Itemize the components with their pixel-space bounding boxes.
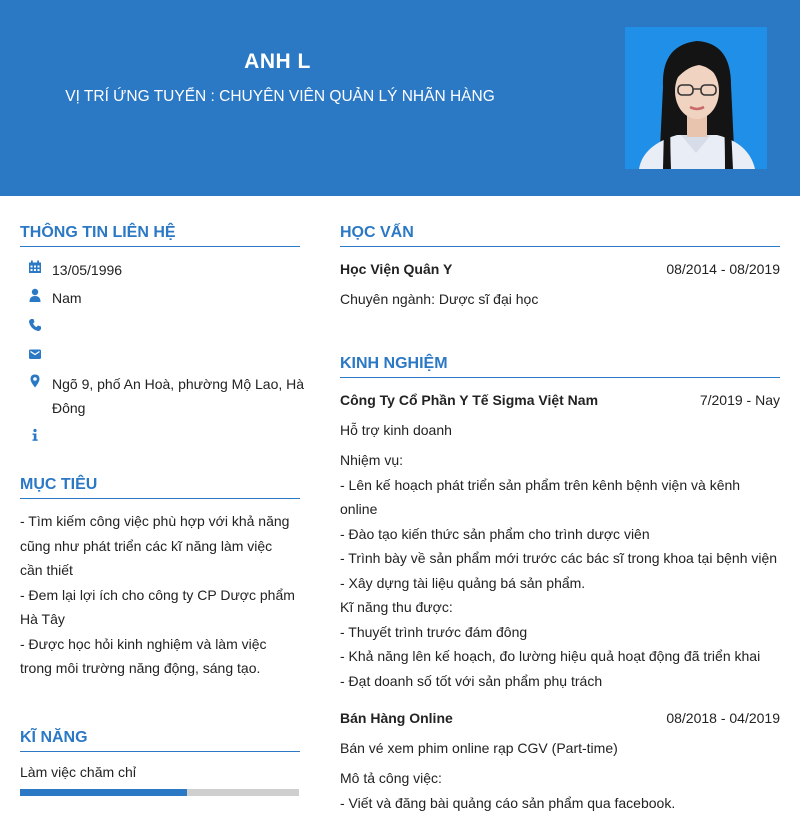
position-title: VỊ TRÍ ỨNG TUYỂN : CHUYÊN VIÊN QUẢN LÝ NHÃN HÀNG	[0, 88, 560, 106]
birthday-value: 13/05/1996	[52, 258, 122, 282]
objective-section-title: MỤC TIÊU	[20, 476, 300, 499]
job1-line: - Trình bày về sản phẩm mới trước các bác sĩ trong khoa tại bệnh viện	[340, 546, 780, 571]
objective-line: Hà Tây	[20, 607, 305, 632]
job1-line: - Thuyết trình trước đám đông	[340, 620, 780, 645]
email-row	[28, 345, 308, 361]
job2-company: Bán Hàng Online	[340, 706, 453, 731]
profile-photo	[625, 27, 767, 169]
phone-row	[28, 316, 308, 332]
birthday-row	[28, 258, 308, 282]
objective-line: - Tìm kiếm công việc phù hợp với khả năng	[20, 509, 305, 534]
job1-role: Hỗ trợ kinh doanh	[340, 418, 452, 443]
contact-section-title: THÔNG TIN LIÊN HỆ	[20, 224, 300, 247]
objective-line: - Được học hỏi kinh nghiệm và làm việc	[20, 632, 305, 657]
education-date: 08/2014 - 08/2019	[560, 261, 780, 277]
gender-row	[28, 286, 308, 310]
job1-date: 7/2019 - Nay	[620, 392, 780, 408]
candidate-name: ANH L	[0, 50, 555, 74]
portrait-illustration	[625, 27, 767, 169]
address-line-1: Ngõ 9, phố An Hoà, phường Mộ Lao, Hà	[52, 372, 304, 396]
job2-description	[340, 766, 780, 815]
objective-text	[20, 509, 305, 681]
job1-line: - Đào tạo kiến thức sản phẩm cho trình dược viên	[340, 522, 780, 547]
info-icon	[28, 428, 42, 442]
school-name: Học Viện Quân Y	[340, 257, 452, 282]
skill-level-bar	[20, 789, 299, 796]
job2-line: - Viết và đăng bài quảng cáo sản phẩm qua facebook.	[340, 791, 780, 815]
objective-line: cũng như phát triển các kĩ năng làm việc	[20, 534, 305, 559]
envelope-icon	[28, 347, 42, 361]
user-icon	[28, 288, 42, 302]
address-row	[28, 372, 308, 420]
job1-line: Nhiệm vụ:	[340, 448, 780, 473]
map-pin-icon	[28, 374, 42, 388]
header-banner	[0, 0, 800, 196]
info-row	[28, 426, 308, 442]
education-major: Chuyên ngành: Dược sĩ đại học	[340, 287, 538, 312]
objective-line: - Đem lại lợi ích cho công ty CP Dược phẩm	[20, 583, 305, 608]
address-value	[52, 372, 304, 420]
job1-description	[340, 448, 780, 693]
objective-line: cần thiết	[20, 558, 305, 583]
job1-line: Kĩ năng thu được:	[340, 595, 780, 620]
phone-icon	[28, 318, 42, 332]
job1-line: - Xây dựng tài liệu quảng bá sản phẩm.	[340, 571, 780, 596]
job1-line: - Đạt doanh số tốt với sản phẩm phụ trách	[340, 669, 780, 694]
job2-date: 08/2018 - 04/2019	[560, 710, 780, 726]
skill-level-fill	[20, 789, 187, 796]
job1-company: Công Ty Cổ Phần Y Tế Sigma Việt Nam	[340, 388, 598, 413]
objective-line: trong môi trường năng động, sáng tạo.	[20, 656, 305, 681]
job1-line: online	[340, 497, 780, 522]
job2-role: Bán vé xem phim online rạp CGV (Part-time)	[340, 736, 618, 761]
job2-line: Mô tả công việc:	[340, 766, 780, 791]
address-line-2: Đông	[52, 396, 304, 420]
education-section-title: HỌC VẤN	[340, 224, 780, 247]
calendar-icon	[28, 260, 42, 274]
job1-line: - Khả năng lên kế hoạch, đo lường hiệu quả hoạt động đã triển khai	[340, 644, 780, 669]
skill-name: Làm việc chăm chỉ	[20, 760, 300, 785]
job1-line: - Lên kế hoạch phát triển sản phẩm trên kênh bệnh viện và kênh	[340, 473, 780, 498]
experience-section-title: KINH NGHIỆM	[340, 355, 780, 378]
skills-section-title: KĨ NĂNG	[20, 729, 300, 752]
gender-value: Nam	[52, 286, 82, 310]
